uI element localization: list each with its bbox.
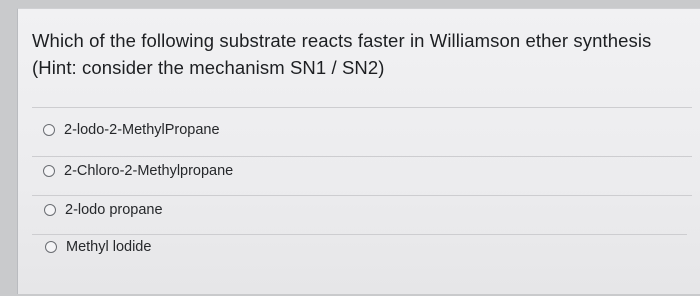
question-line-2: (Hint: consider the mechanism SN1 / SN2): [32, 57, 385, 78]
answer-option-4[interactable]: [45, 239, 151, 255]
answer-option-3[interactable]: [44, 202, 163, 218]
answer-option-2[interactable]: [43, 163, 233, 179]
question-line-1: Which of the following substrate reacts faster in Williamson ether synthesis: [32, 30, 652, 51]
divider: [32, 234, 687, 235]
radio-button[interactable]: [45, 241, 57, 253]
answer-option-1[interactable]: [43, 122, 220, 138]
radio-button[interactable]: [43, 165, 55, 177]
answer-option-label: Methyl lodide: [66, 239, 152, 255]
answer-option-label: 2-Chloro-2-Methylpropane: [64, 163, 234, 179]
divider: [32, 156, 692, 157]
question-text: [32, 27, 700, 81]
divider: [32, 107, 692, 108]
question-card: [17, 8, 700, 294]
answer-option-label: 2-lodo propane: [65, 202, 163, 218]
radio-button[interactable]: [44, 204, 56, 216]
answer-option-label: 2-lodo-2-MethylPropane: [64, 122, 220, 138]
radio-button[interactable]: [43, 124, 55, 136]
divider: [32, 195, 692, 196]
